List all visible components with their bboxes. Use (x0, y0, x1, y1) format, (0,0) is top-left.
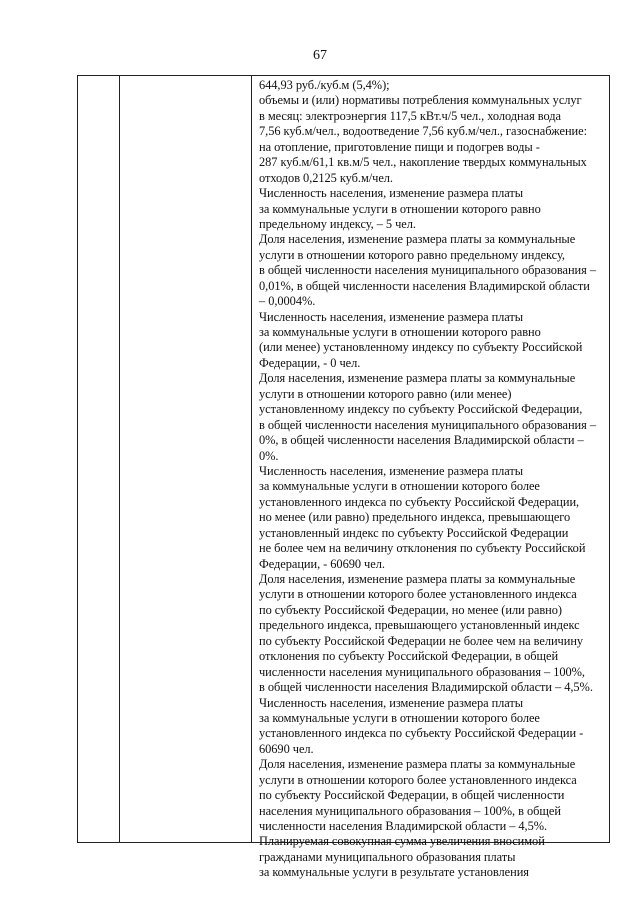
text-line: за коммунальные услуги в отношении которого более (259, 710, 540, 725)
text-line: гражданами муниципального образования платы (259, 849, 516, 864)
text-line: по субъекту Российской Федерации не более чем на величину (259, 633, 584, 648)
text-line: за коммунальные услуги в отношении которого более (259, 479, 540, 494)
text-line: Численность населения, изменение размера платы (259, 186, 524, 201)
text-line: Федерации, - 0 чел. (259, 355, 361, 370)
text-line: установленному индексу по субъекту Российской Федерации, (259, 402, 583, 417)
column-divider-1 (119, 76, 120, 842)
text-line: Доля населения, изменение размера платы за коммунальные (259, 371, 576, 386)
text-line: 0,01%, в общей численности населения Владимирской области (259, 278, 590, 293)
text-line: отходов 0,2125 куб.м/чел. (259, 170, 393, 185)
text-line: – 0,0004%. (259, 294, 316, 309)
text-line: предельного индекса, превышающего установленный индекс (259, 618, 580, 633)
text-line: услуги в отношении которого более установленного индекса (259, 772, 577, 787)
text-line: населения муниципального образования – 100%, в общей (259, 803, 561, 818)
text-line: (или менее) установленному индексу по субъекту Российской (259, 340, 583, 355)
text-line: на отопление, приготовление пищи и подогрев воды - (259, 139, 540, 154)
column-divider-2 (251, 76, 252, 842)
text-line: предельному индексу, – 5 чел. (259, 216, 416, 231)
text-line: отклонения по субъекту Российской Федерации, в общей (259, 649, 559, 664)
text-line: численности населения муниципального образования – 100%, (259, 664, 585, 679)
text-line: Планируемая совокупная сумма увеличения вносимой (259, 834, 545, 849)
text-line: объемы и (или) нормативы потребления коммунальных услуг (259, 93, 582, 108)
text-line: Численность населения, изменение размера платы (259, 695, 524, 710)
text-line: услуги в отношении которого более установленного индекса (259, 587, 577, 602)
text-line: 644,93 руб./куб.м (5,4%); (259, 78, 390, 92)
text-line: Численность населения, изменение размера платы (259, 309, 524, 324)
text-line: установленного индекса по субъекту Российской Федерации - (259, 726, 584, 741)
document-table (77, 75, 610, 880)
text-line: по субъекту Российской Федерации, но менее (или равно) (259, 602, 562, 617)
text-line: Доля населения, изменение размера платы за коммунальные (259, 757, 576, 772)
text-line: Доля населения, изменение размера платы за коммунальные (259, 572, 576, 586)
text-line: услуги в отношении которого равно (или менее) (259, 386, 512, 401)
text-line: 7,56 куб.м/чел., водоотведение 7,56 куб.м/чел., газоснабжение: (259, 124, 587, 139)
text-line: 287 куб.м/61,1 кв.м/5 чел., накопление твердых коммунальных (259, 155, 587, 170)
text-line: за коммунальные услуги в отношении которого равно (259, 325, 541, 339)
page-number: 67 (313, 48, 327, 63)
text-line: за коммунальные услуги в результате установления (259, 865, 529, 880)
text-line: Доля населения, изменение размера платы за коммунальные (259, 232, 576, 247)
text-line: за коммунальные услуги в отношении которого равно (259, 201, 541, 216)
text-line: 60690 чел. (259, 741, 314, 756)
text-line: в общей численности населения муниципального образования – (259, 263, 596, 278)
text-line: в общей численности населения Владимирской области – 4,5%. (259, 680, 593, 695)
text-line: установленного индекса по субъекту Российской Федерации, (259, 494, 580, 509)
text-line: Численность населения, изменение размера платы (259, 463, 524, 478)
text-line: установленный индекс по субъекту Российской Федерации (259, 525, 569, 540)
text-line: но менее (или равно) предельного индекса, превышающего (259, 510, 571, 525)
text-line: в общей численности населения муниципального образования – (259, 417, 596, 432)
text-line: по субъекту Российской Федерации, в общей численности (259, 788, 565, 803)
text-line: Федерации, - 60690 чел. (259, 556, 385, 571)
text-line: в месяц: электроэнергия 117,5 кВт.ч/5 чел., холодная вода (259, 108, 561, 123)
text-cell (259, 78, 609, 881)
text-line: 0%, в общей численности населения Владимирской области – (259, 433, 584, 448)
text-line: численности населения Владимирской области – 4,5%. (259, 819, 548, 833)
text-line: услуги в отношении которого равно предельному индексу, (259, 247, 565, 262)
text-line: 0%. (259, 448, 279, 463)
text-line: не более чем на величину отклонения по субъекту Российской (259, 541, 586, 556)
